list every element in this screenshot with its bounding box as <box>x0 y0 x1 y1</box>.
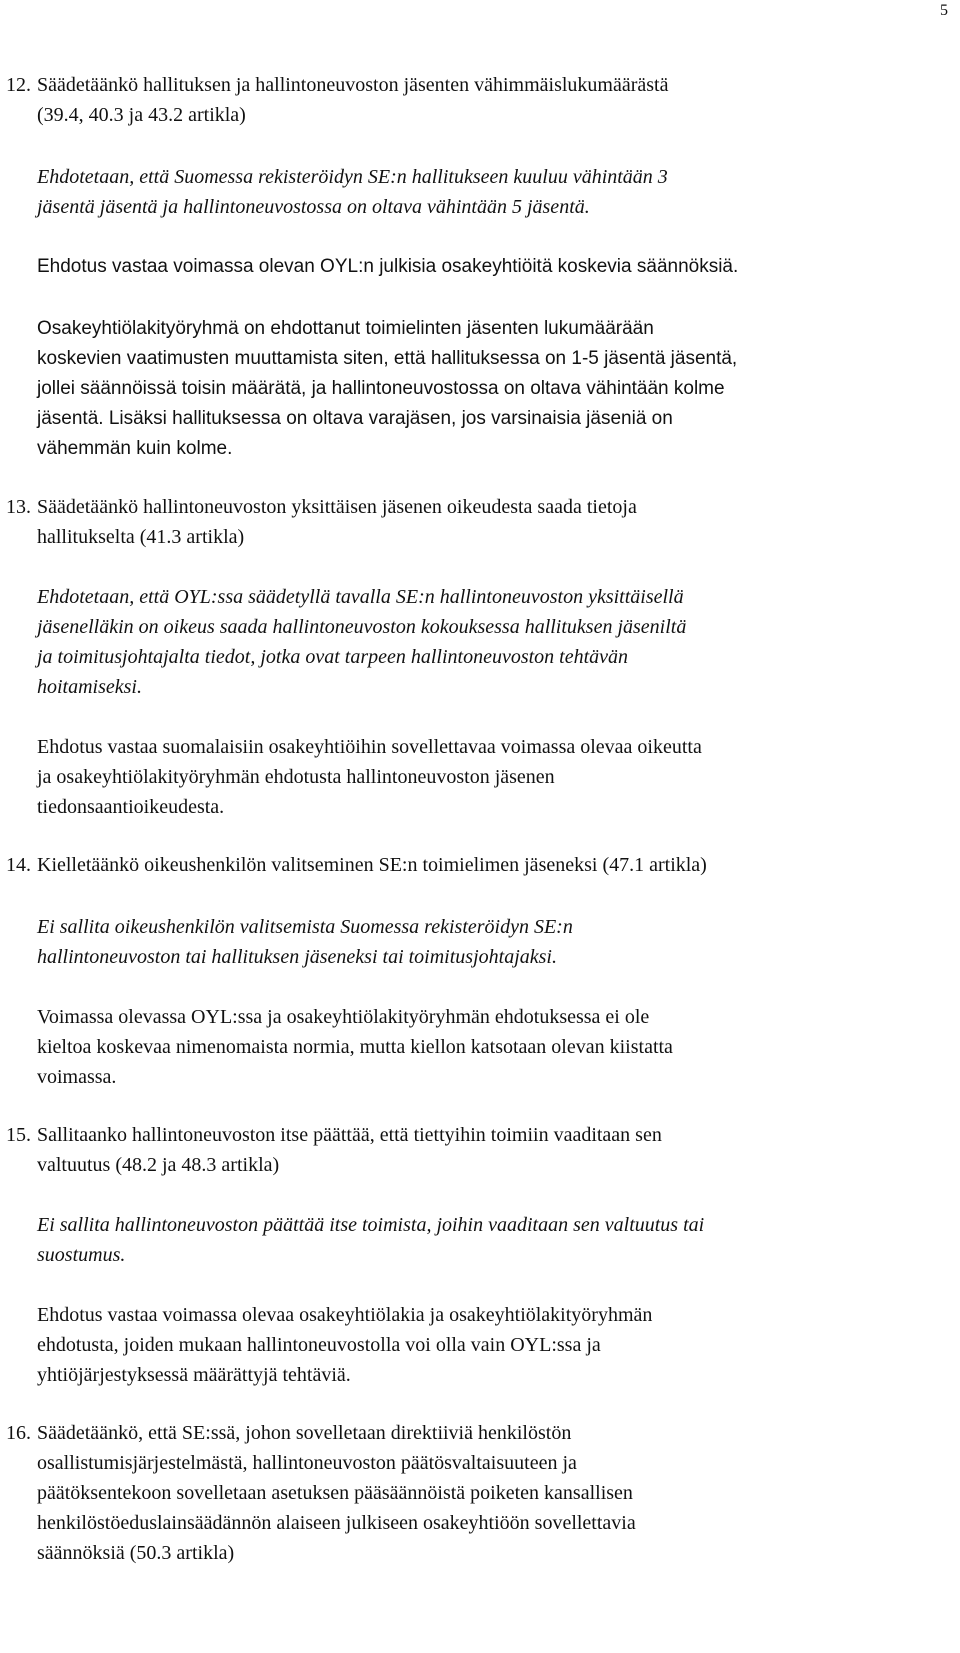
proposal-line: suostumus. <box>37 1244 126 1266</box>
section-14-commentary-1 <box>37 1002 920 1092</box>
commentary-line: Ehdotus vastaa suomalaisiin osakeyhtiöihin sovellettavaa voimassa olevaa oikeutta <box>37 736 702 758</box>
section-15-commentary-1 <box>37 1300 920 1390</box>
commentary-line: Voimassa olevassa OYL:ssa ja osakeyhtiölakityöryhmän ehdotuksessa ei ole <box>37 1006 650 1028</box>
proposal-line: hoitamiseksi. <box>37 676 142 698</box>
commentary-line: Osakeyhtiölakityöryhmä on ehdottanut toimielinten jäsenten lukumäärään <box>37 318 654 339</box>
heading-line: Kielletäänkö oikeushenkilön valitseminen SE:n toimielimen jäseneksi (47.1 artikla) <box>37 854 707 876</box>
section-number: 13. <box>6 496 31 518</box>
commentary-line: kieltoa koskevaa nimenomaista normia, mutta kiellon katsotaan olevan kiistatta <box>37 1036 673 1058</box>
heading-line: valtuutus (48.2 ja 48.3 artikla) <box>37 1154 280 1176</box>
proposal-line: ja toimitusjohtajalta tiedot, jotka ovat tarpeen hallintoneuvoston tehtävän <box>37 646 629 668</box>
section-number: 14. <box>6 854 31 876</box>
proposal-line: Ei sallita hallintoneuvoston päättää itse toimista, joihin vaaditaan sen valtuutus tai <box>37 1214 705 1236</box>
section-13-proposal <box>37 582 920 702</box>
commentary-line: jollei säännöissä toisin määrätä, ja hallintoneuvostossa on oltava vähintään kolme <box>37 378 725 399</box>
heading-line: Säädetäänkö, että SE:ssä, johon sovelletaan direktiiviä henkilöstön <box>37 1422 572 1444</box>
commentary-line: vähemmän kuin kolme. <box>37 438 233 459</box>
commentary-line: Ehdotus vastaa voimassa olevan OYL:n julkisia osakeyhtiöitä koskevia säännöksiä. <box>37 256 739 277</box>
commentary-line: Ehdotus vastaa voimassa olevaa osakeyhtiölakia ja osakeyhtiölakityöryhmän <box>37 1304 653 1326</box>
heading-line: säännöksiä (50.3 artikla) <box>37 1542 235 1564</box>
section-15-proposal <box>37 1210 920 1270</box>
section-16-heading <box>6 1418 920 1568</box>
commentary-line: yhtiöjärjestyksessä määrättyjä tehtäviä. <box>37 1364 351 1386</box>
proposal-line: Ehdotetaan, että OYL:ssa säädetyllä tavalla SE:n hallintoneuvoston yksittäisellä <box>37 586 684 608</box>
proposal-line: Ei sallita oikeushenkilön valitsemista Suomessa rekisteröidyn SE:n <box>37 916 573 938</box>
heading-line: hallitukselta (41.3 artikla) <box>37 526 245 548</box>
commentary-line: tiedonsaantioikeudesta. <box>37 796 225 818</box>
commentary-line: voimassa. <box>37 1066 117 1088</box>
section-number: 15. <box>6 1124 31 1146</box>
commentary-line: ehdotusta, joiden mukaan hallintoneuvostolla voi olla vain OYL:ssa ja <box>37 1334 601 1356</box>
heading-line: Sallitaanko hallintoneuvoston itse päättää, että tiettyihin toimiin vaaditaan sen <box>37 1124 662 1146</box>
heading-line: päätöksentekoon sovelletaan asetuksen pääsäännöistä poiketen kansallisen <box>37 1482 633 1504</box>
proposal-line: jäsentä jäsentä ja hallintoneuvostossa on oltava vähintään 5 jäsentä. <box>37 196 590 218</box>
section-number: 16. <box>6 1422 31 1444</box>
section-14-heading <box>6 850 920 880</box>
proposal-line: Ehdotetaan, että Suomessa rekisteröidyn SE:n hallitukseen kuuluu vähintään 3 <box>37 166 668 188</box>
section-13-heading <box>6 492 920 552</box>
section-14-proposal <box>37 912 920 972</box>
section-12-heading <box>6 70 920 130</box>
section-12-commentary-1 <box>37 252 920 282</box>
heading-line: henkilöstöeduslainsäädännön alaiseen julkiseen osakeyhtiöön sovellettavia <box>37 1512 636 1534</box>
proposal-line: hallintoneuvoston tai hallituksen jäseneksi tai toimitusjohtajaksi. <box>37 946 557 968</box>
commentary-line: jäsentä. Lisäksi hallituksessa on oltava varajäsen, jos varsinaisia jäseniä on <box>37 408 673 429</box>
heading-line: osallistumisjärjestelmästä, hallintoneuvoston päätösvaltaisuuteen ja <box>37 1452 577 1474</box>
section-13-commentary-1 <box>37 732 920 822</box>
page-number: 5 <box>940 2 948 19</box>
section-12-commentary-2 <box>37 314 920 464</box>
heading-line: Säädetäänkö hallituksen ja hallintoneuvoston jäsenten vähimmäislukumäärästä <box>37 74 669 96</box>
heading-line: (39.4, 40.3 ja 43.2 artikla) <box>37 104 246 126</box>
section-12-proposal <box>37 162 920 222</box>
commentary-line: ja osakeyhtiölakityöryhmän ehdotusta hallintoneuvoston jäsenen <box>37 766 555 788</box>
section-number: 12. <box>6 74 31 96</box>
proposal-line: jäsenelläkin on oikeus saada hallintoneuvoston kokouksessa hallituksen jäseniltä <box>37 616 687 638</box>
heading-line: Säädetäänkö hallintoneuvoston yksittäisen jäsenen oikeudesta saada tietoja <box>37 496 637 518</box>
commentary-line: koskevien vaatimusten muuttamista siten, että hallituksessa on 1-5 jäsentä jäsentä, <box>37 348 738 369</box>
section-15-heading <box>6 1120 920 1180</box>
